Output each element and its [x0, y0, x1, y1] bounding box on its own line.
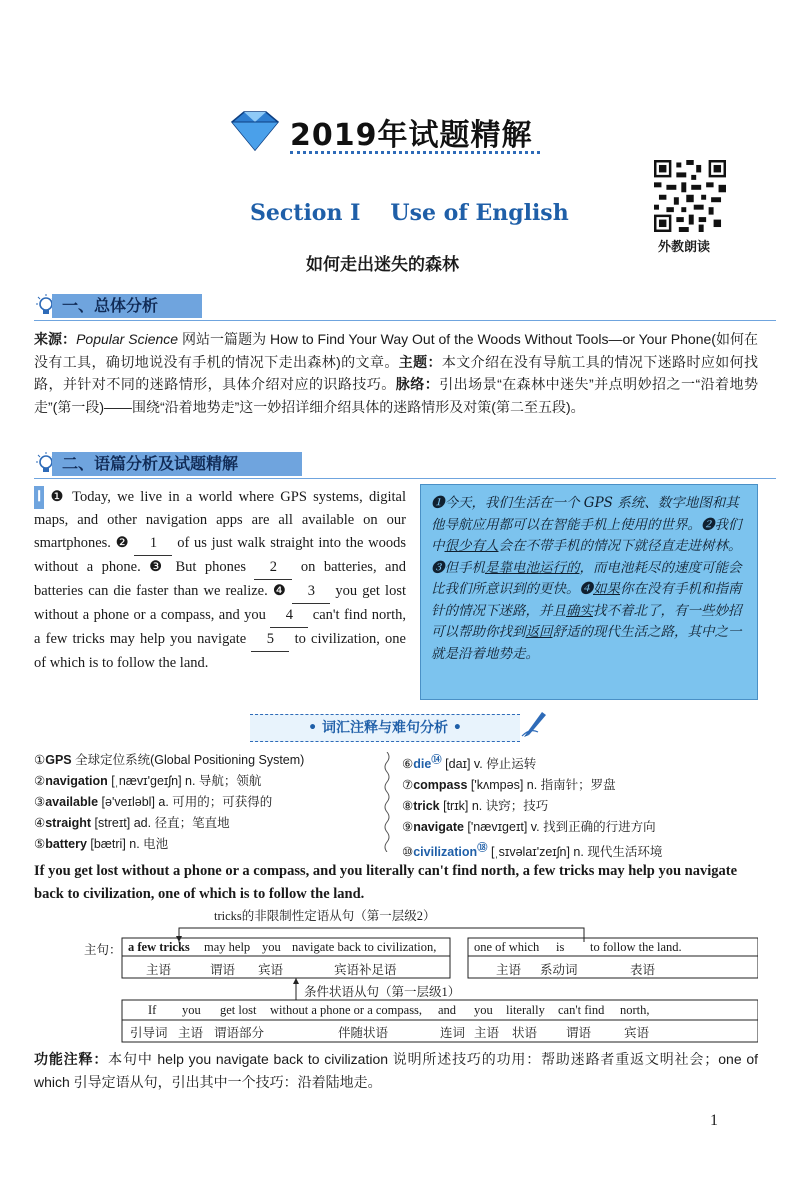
vocab-item: ②navigation [ˌnævɪ'ɡeɪʃn] n. 导航；领航	[34, 774, 262, 788]
main-role: 宾语	[258, 963, 284, 977]
vocab-item: ③available [ə'veɪləbl] a. 可用的；可获得的	[34, 795, 273, 809]
vocab-item: ⑤battery [bætri] n. 电池	[34, 837, 169, 851]
rel-role: 主语	[496, 963, 522, 977]
cond-word: and	[438, 1003, 457, 1017]
cond-word: you	[182, 1003, 201, 1017]
vocab-list-right	[402, 750, 762, 863]
qr-code-icon[interactable]	[654, 160, 726, 232]
vocab-item: ①GPS 全球定位系统(Global Positioning System)	[34, 753, 305, 767]
main-role: 主语	[146, 963, 172, 977]
cond-word: If	[148, 1003, 157, 1017]
main-role: 宾语补足语	[334, 963, 397, 977]
cond-word: you	[474, 1003, 493, 1017]
vocab-item: ⑥die⑭ [daɪ] v. 停止运转	[402, 755, 537, 772]
rel-word: is	[556, 940, 565, 954]
pen-icon	[520, 708, 548, 738]
cond-word: literally	[506, 1003, 545, 1017]
cond-role: 伴随状语	[338, 1026, 389, 1040]
rel-role: 表语	[630, 963, 656, 977]
blank-4[interactable]: 4	[270, 604, 308, 628]
blank-1[interactable]: 1	[134, 532, 172, 556]
cond-role: 引导词	[130, 1026, 168, 1040]
diamond-icon	[226, 108, 284, 154]
cond-role: 主语	[474, 1026, 500, 1040]
cond-role: 主语	[178, 1026, 204, 1040]
page-number: 1	[710, 1112, 718, 1129]
cond-word: can't find	[558, 1003, 605, 1017]
blank-3[interactable]: 3	[292, 580, 330, 604]
cond-role: 状语	[512, 1026, 538, 1040]
vocab-section-title: • 词汇注释与难句分析 •	[250, 714, 520, 742]
sentence-diagram	[34, 906, 758, 1046]
qr-label: 外教朗读	[658, 240, 711, 255]
cond-role: 连词	[440, 1026, 466, 1040]
rel-word: one of which	[474, 940, 540, 954]
section-overview-heading: 一、总体分析	[34, 292, 776, 320]
rel-word: to follow the land.	[590, 940, 682, 954]
main-role: 谓语	[210, 963, 236, 977]
function-note: 功能注释：本句中 help you navigate back to civilization 说明所述技巧的功用：帮助迷路者重返文明社会；one of which 引导定语从句，引出其中一个技巧：沿着陆地走。	[34, 1051, 759, 1090]
paragraph-number: Ⅰ	[34, 486, 44, 509]
vocab-list-left	[34, 750, 374, 855]
translation-box: ❶今天，我们生活在一个 GPS 系统、数字地图和其他导航应用都可以在智能手机上使用的世界。❷我们中很少有人会在不带手机的情况下就径直走进树林。❸但手机是靠电池运行的，而电池耗尽的速度可能会比我们所意识到的更快。❹如果你在没有手机和指南针的情况下迷路，并且确实找不着北了，有一些妙招可以帮助你找到返回舒适的现代生活之路，其中之一就是沿着地势走。	[420, 484, 758, 700]
main-word: you	[262, 940, 281, 954]
cond-word: north,	[620, 1003, 650, 1017]
vocab-item: ④straight [streɪt] ad. 径直；笔直地	[34, 816, 230, 830]
page-title: 2019年试题精解	[290, 118, 533, 153]
cond-role: 谓语部分	[214, 1026, 265, 1040]
main-clause-label: 主句：	[84, 943, 122, 957]
relative-clause-label: tricks的非限制性定语从句（第一层级2）	[214, 909, 436, 923]
main-word: navigate back to civilization,	[292, 940, 437, 954]
vocab-item: ⑨navigate ['nævɪɡeɪt] v. 找到正确的行进方向	[402, 820, 656, 835]
main-word: a few tricks	[128, 940, 190, 954]
article-subtitle: 如何走出迷失的森林	[306, 255, 459, 275]
cond-role: 宾语	[624, 1026, 650, 1040]
blank-5[interactable]: 5	[251, 628, 289, 652]
cond-role: 谓语	[566, 1026, 592, 1040]
vocab-item: ⑧trick [trɪk] n. 诀窍；技巧	[402, 799, 549, 814]
cond-word: get lost	[220, 1003, 257, 1017]
section-heading: Section Ⅰ Use of English	[250, 200, 569, 226]
difficult-sentence: If you get lost without a phone or a compass, and you literally can't find north, a few tricks may help you navigate back to civilization, one of which is to follow the land.	[34, 863, 738, 902]
blank-2[interactable]: 2	[254, 556, 292, 580]
title-underline	[290, 151, 540, 157]
section-analysis-heading: 二、语篇分析及试题精解	[34, 450, 776, 478]
vocab-item: ⑦compass ['kʌmpəs] n. 指南针；罗盘	[402, 778, 616, 793]
cond-word: without a phone or a compass,	[270, 1003, 423, 1017]
rel-role: 系动词	[540, 963, 578, 977]
passage-paragraph: Ⅰ ❶ Today, we live in a world where GPS systems, digital maps, and other navigation apps are all available on our smartphones. ❷ 1 of us just walk straight into the woods without a phone. ❸ But phones 2 on batteries, and batteries can die faster than we realize. ❹ 3 you get lost without a phone or a compass, and you 4 can't find north, a few tricks may help you navigate 5 to civilization, one of which is to follow the land.	[34, 486, 406, 675]
vocab-item: ⑩civilization⑱ [ˌsɪvəlaɪ'zeɪʃn] n. 现代生活环境	[402, 843, 663, 860]
overview-paragraph: 来源：Popular Science 网站一篇题为 How to Find Your Way Out of the Woods Without Tools—or Your Phone(如何在没有工具，确切地说没有手机的情况下走出森林)的文章。主题：本文介绍在没有导航工具的情况下迷路时应如何找路，并针对不同的迷路情形，具体介绍对应的识路技巧。脉络：引出场景“在森林中迷失”并点明妙招之一“沿着地势走”(第一段)——围绕“沿着地势走”这一妙招详细介绍具体的迷路情形及对策(第二至五段)。	[34, 331, 759, 415]
condition-clause-label: 条件状语从句（第一层级1）	[304, 985, 461, 999]
main-word: may help	[204, 940, 251, 954]
vocab-divider	[382, 752, 392, 852]
